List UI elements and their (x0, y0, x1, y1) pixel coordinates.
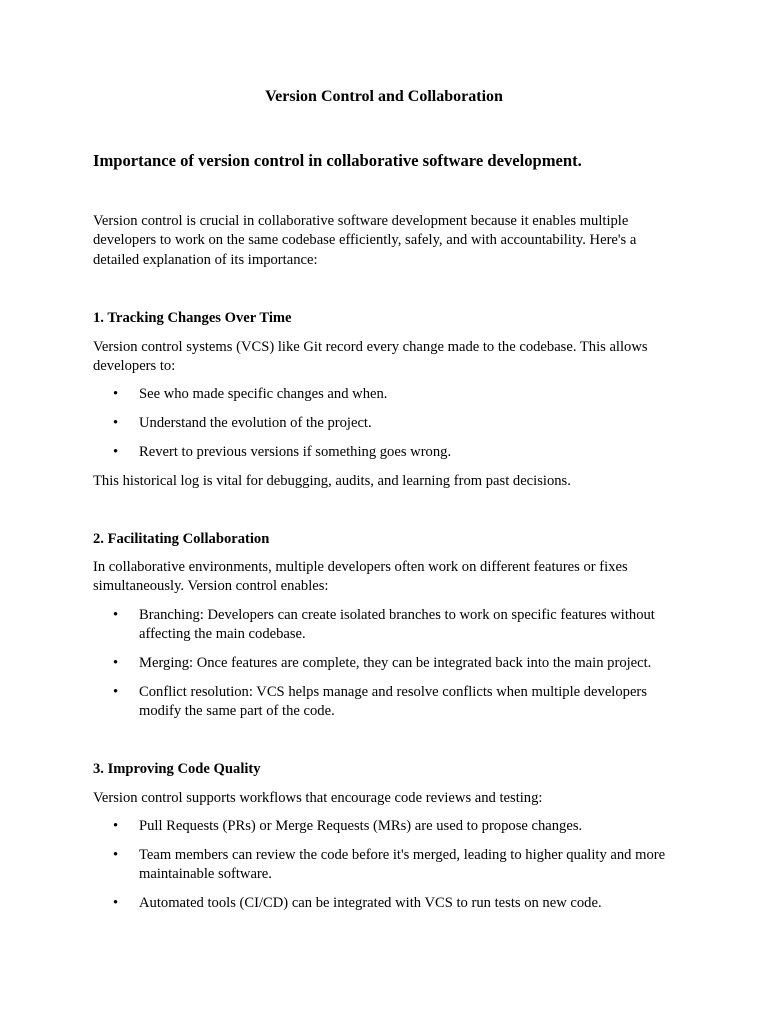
list-item (93, 817, 678, 836)
document-subtitle: Importance of version control in collaborative software development. (93, 151, 582, 170)
list-item (93, 385, 678, 404)
intro-paragraph: Version control is crucial in collaborative software development because it enables multiple developers to work on the same codebase efficiently, safely, and with accountability. Here's a detailed explanation of its importance: (93, 213, 637, 268)
bullet-list (93, 606, 678, 722)
document-body (93, 212, 678, 923)
bullet-icon: • (113, 415, 119, 432)
section-facilitating-collaboration (93, 530, 678, 761)
section-heading: 1. Tracking Changes Over Time (93, 310, 292, 327)
section-heading: 2. Facilitating Collaboration (93, 530, 270, 547)
section-heading: 3. Improving Code Quality (93, 761, 261, 778)
bullet-icon: • (113, 606, 119, 623)
bullet-icon: • (113, 444, 119, 461)
section-paragraph: Version control systems (VCS) like Git record every change made to the codebase. This allows developers to: (93, 338, 648, 375)
section-tracking-changes (93, 309, 678, 491)
bullet-list (93, 385, 678, 462)
list-item (93, 654, 678, 673)
bullet-icon: • (113, 684, 119, 700)
bullet-icon: • (113, 847, 119, 864)
list-item (93, 894, 678, 913)
list-item-text: Understand the evolution of the project. (139, 415, 372, 432)
list-item (93, 606, 678, 645)
list-item-text: Automated tools (CI/CD) can be integrated with VCS to run tests on new code. (139, 895, 602, 912)
list-item-text: Branching: Developers can create isolated branches to work on specific features without affecting the main codebase. (139, 606, 655, 643)
list-item (93, 846, 678, 885)
section-paragraph: Version control supports workflows that encourage code reviews and testing: (93, 789, 543, 806)
bullet-list (93, 817, 678, 914)
bullet-icon: • (113, 895, 119, 912)
list-item-text: Revert to previous versions if something goes wrong. (139, 444, 452, 461)
section-closing-paragraph: This historical log is vital for debugging, audits, and learning from past decisions. (93, 473, 571, 490)
bullet-icon: • (113, 386, 119, 403)
section-improving-code-quality (93, 760, 678, 913)
section-paragraph: In collaborative environments, multiple developers often work on different features or fixes simultaneously. Version control enables: (93, 558, 628, 595)
section-spacer (93, 731, 678, 760)
list-item-text: Merging: Once features are complete, they can be integrated back into the main project. (139, 655, 652, 672)
list-item (93, 414, 678, 433)
list-item (93, 683, 678, 722)
list-item-text: Conflict resolution: VCS helps manage and resolve conflicts when multiple developers modify the same part of the code. (139, 684, 647, 720)
list-item-text: Team members can review the code before it's merged, leading to higher quality and more maintainable software. (139, 847, 666, 883)
bullet-icon: • (113, 818, 119, 835)
bullet-icon: • (113, 655, 119, 672)
list-item (93, 443, 678, 462)
list-item-text: Pull Requests (PRs) or Merge Requests (MRs) are used to propose changes. (139, 818, 583, 835)
document-title: Version Control and Collaboration (265, 88, 503, 105)
list-item-text: See who made specific changes and when. (139, 386, 388, 403)
